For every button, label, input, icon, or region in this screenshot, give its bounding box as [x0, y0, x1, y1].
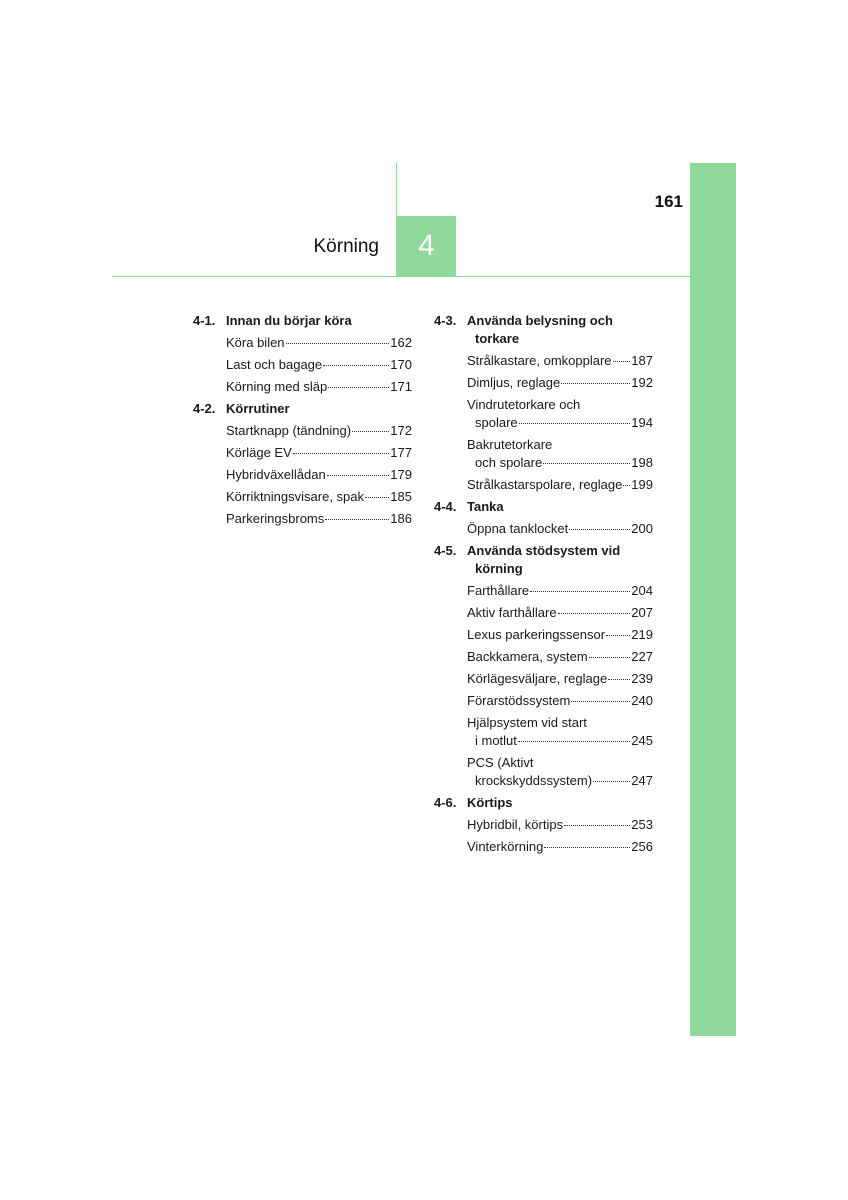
section-title: Körtips — [467, 795, 513, 810]
dot-leader — [519, 423, 631, 424]
dot-leader — [569, 529, 630, 530]
toc-section-4-4 — [434, 498, 653, 516]
dot-leader — [327, 475, 390, 476]
toc-entry[interactable] — [467, 520, 653, 538]
toc-entry[interactable] — [467, 396, 653, 432]
section-number: 4-3. — [434, 313, 457, 328]
entry-page: 245 — [631, 733, 653, 748]
dot-leader — [286, 343, 390, 344]
entry-page: 256 — [631, 839, 653, 854]
entry-page: 240 — [631, 693, 653, 708]
toc-entry[interactable] — [467, 714, 653, 750]
dot-leader — [608, 679, 630, 680]
dot-leader — [623, 485, 630, 486]
section-number: 4-2. — [193, 401, 216, 416]
section-title: Tanka — [467, 499, 504, 514]
section-number: 4-6. — [434, 795, 457, 810]
entry-page: 171 — [390, 379, 412, 394]
dot-leader — [325, 519, 389, 520]
toc-entry[interactable] — [226, 334, 412, 352]
dot-leader — [613, 361, 631, 362]
toc-entry[interactable] — [467, 838, 653, 856]
dot-leader — [352, 431, 389, 432]
entry-label: Körriktningsvisare, spak — [226, 489, 364, 504]
dot-leader — [564, 825, 630, 826]
toc-entry[interactable] — [467, 374, 653, 392]
section-title: Innan du börjar köra — [226, 313, 352, 328]
dot-leader — [530, 591, 630, 592]
entry-page: 198 — [631, 455, 653, 470]
toc-entry[interactable] — [467, 692, 653, 710]
entry-label: Vinterkörning — [467, 839, 544, 854]
entry-label: Körning med släp — [226, 379, 328, 394]
entry-label: spolare — [475, 415, 518, 430]
section-title-line1: Använda stödsystem vid — [467, 543, 621, 558]
entry-label: och spolare — [475, 455, 543, 470]
toc-entry[interactable] — [467, 670, 653, 688]
entry-label: Parkeringsbroms — [226, 511, 325, 526]
entry-label-line1: PCS (Aktivt — [467, 755, 534, 770]
entry-label: Startknapp (tändning) — [226, 423, 352, 438]
dot-leader — [571, 701, 630, 702]
chapter-side-tab — [690, 163, 736, 1036]
entry-page: 253 — [631, 817, 653, 832]
dot-leader — [558, 613, 631, 614]
entry-label: Köra bilen — [226, 335, 285, 350]
toc-entry[interactable] — [467, 476, 653, 494]
section-title — [467, 542, 653, 578]
entry-page: 187 — [631, 353, 653, 368]
entry-label-line1: Bakrutetorkare — [467, 437, 553, 452]
toc-entry[interactable] — [467, 816, 653, 834]
entry-page: 227 — [631, 649, 653, 664]
entry-label: Aktiv farthållare — [467, 605, 557, 620]
section-number: 4-5. — [434, 543, 457, 558]
dot-leader — [544, 847, 630, 848]
chapter-number: 4 — [418, 229, 435, 262]
entry-label: Strålkastarspolare, reglage — [467, 477, 623, 492]
dot-leader — [606, 635, 630, 636]
dot-leader — [543, 463, 630, 464]
section-number: 4-4. — [434, 499, 457, 514]
entry-page: 179 — [390, 467, 412, 482]
toc-section-4-3 — [434, 312, 653, 348]
toc-entry[interactable] — [467, 604, 653, 622]
dot-leader — [593, 781, 630, 782]
dot-leader — [293, 453, 390, 454]
page-number: 161 — [654, 192, 683, 211]
entry-label: Öppna tanklocket — [467, 521, 569, 536]
toc-section-4-1 — [193, 312, 412, 330]
dot-leader — [561, 383, 630, 384]
entry-page: 170 — [390, 357, 412, 372]
entry-label: Körlägesväljare, reglage — [467, 671, 608, 686]
entry-label: i motlut — [475, 733, 517, 748]
toc-entry[interactable] — [467, 436, 653, 472]
chapter-title: Körning — [313, 236, 379, 257]
toc-right-column — [434, 312, 653, 856]
toc-section-4-5 — [434, 542, 653, 578]
toc-entry[interactable] — [226, 356, 412, 374]
section-title — [467, 312, 653, 348]
toc-entry[interactable] — [226, 488, 412, 506]
section-number: 4-1. — [193, 313, 216, 328]
entry-page: 177 — [390, 445, 412, 460]
dot-leader — [518, 741, 630, 742]
toc-section-4-2 — [193, 400, 412, 418]
entry-page: 185 — [390, 489, 412, 504]
toc-entry[interactable] — [467, 754, 653, 790]
entry-label: Backkamera, system — [467, 649, 588, 664]
entry-page: 219 — [631, 627, 653, 642]
entry-label: Dimljus, reglage — [467, 375, 561, 390]
entry-label: Körläge EV — [226, 445, 292, 460]
toc-entry[interactable] — [467, 648, 653, 666]
entry-label: Last och bagage — [226, 357, 323, 372]
entry-label-line1: Hjälpsystem vid start — [467, 715, 587, 730]
entry-page: 239 — [631, 671, 653, 686]
toc-entry[interactable] — [226, 422, 412, 440]
entry-label: krockskyddssystem) — [475, 773, 593, 788]
entry-label: Förarstödssystem — [467, 693, 571, 708]
toc-section-4-6 — [434, 794, 653, 812]
entry-label: Lexus parkeringssensor — [467, 627, 606, 642]
dot-leader — [589, 657, 631, 658]
entry-page: 199 — [631, 477, 653, 492]
toc-entry[interactable] — [226, 378, 412, 396]
toc-entry[interactable] — [226, 510, 412, 528]
toc-left-column — [193, 312, 412, 528]
section-title-line2: torkare — [475, 331, 520, 346]
entry-page: 186 — [390, 511, 412, 526]
entry-page: 200 — [631, 521, 653, 536]
header-horizontal-rule — [112, 276, 692, 277]
entry-page: 204 — [631, 583, 653, 598]
entry-page: 207 — [631, 605, 653, 620]
chapter-number-box — [397, 216, 456, 276]
dot-leader — [323, 365, 389, 366]
toc-entry[interactable] — [226, 444, 412, 462]
entry-label: Strålkastare, omkopplare — [467, 353, 612, 368]
entry-label: Hybridväxellådan — [226, 467, 326, 482]
entry-label: Hybridbil, körtips — [467, 817, 564, 832]
toc-entry[interactable] — [226, 466, 412, 484]
entry-page: 162 — [390, 335, 412, 350]
section-title-line2: körning — [475, 561, 523, 576]
entry-page: 192 — [631, 375, 653, 390]
section-title-line1: Använda belysning och — [467, 313, 613, 328]
entry-label: Farthållare — [467, 583, 530, 598]
toc-entry[interactable] — [467, 352, 653, 370]
entry-label-line1: Vindrutetorkare och — [467, 397, 581, 412]
entry-page: 194 — [631, 415, 653, 430]
dot-leader — [365, 497, 389, 498]
entry-page: 172 — [390, 423, 412, 438]
toc-entry[interactable] — [467, 582, 653, 600]
toc-entry[interactable] — [467, 626, 653, 644]
entry-page: 247 — [631, 773, 653, 788]
dot-leader — [328, 387, 389, 388]
section-title: Körrutiner — [226, 401, 290, 416]
